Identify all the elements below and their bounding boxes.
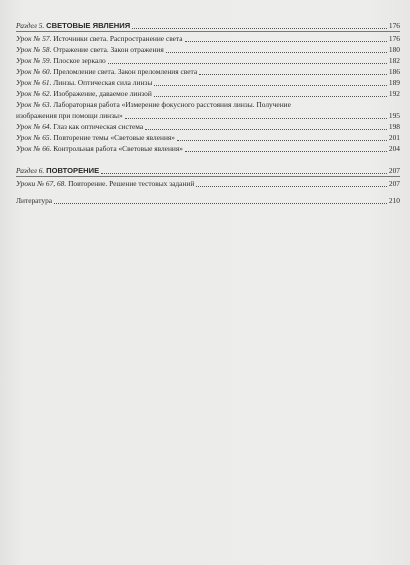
dot-leader bbox=[166, 52, 387, 53]
dot-leader bbox=[185, 41, 387, 42]
lesson-65-entry bbox=[16, 132, 400, 143]
page-number: 204 bbox=[388, 144, 400, 153]
lesson-title: Источники света. Распространение света bbox=[53, 34, 183, 43]
lesson-title: Отражение света. Закон отражения bbox=[53, 45, 164, 54]
lesson-prefix: Урок № 64. bbox=[16, 122, 52, 131]
section-divider bbox=[16, 176, 400, 177]
lesson-58-entry bbox=[16, 44, 400, 55]
lesson-60-entry bbox=[16, 66, 400, 77]
page-number: 195 bbox=[388, 111, 400, 120]
lesson-62-entry bbox=[16, 88, 400, 99]
lesson-57-entry bbox=[16, 33, 400, 44]
section-5-entry bbox=[16, 20, 400, 31]
page-number: 189 bbox=[388, 78, 400, 87]
page-number: 207 bbox=[388, 166, 400, 175]
lesson-prefix: Урок № 60. bbox=[16, 67, 52, 76]
dot-leader bbox=[145, 129, 387, 130]
section-prefix: Раздел 6. bbox=[16, 166, 45, 175]
lesson-title: Контрольная работа «Световые явления» bbox=[53, 144, 183, 153]
dot-leader bbox=[108, 63, 387, 64]
dot-leader bbox=[154, 96, 387, 97]
dot-leader bbox=[101, 173, 387, 174]
lesson-59-entry bbox=[16, 55, 400, 66]
page-number: 192 bbox=[388, 89, 400, 98]
dot-leader bbox=[177, 140, 387, 141]
dot-leader bbox=[54, 203, 387, 204]
dot-leader bbox=[199, 74, 387, 75]
page-number: 186 bbox=[388, 67, 400, 76]
dot-leader bbox=[196, 186, 387, 187]
lesson-prefix: Урок № 57. bbox=[16, 34, 52, 43]
lesson-title: Лабораторная работа «Измерение фокусного расстояния линзы. Получение bbox=[53, 100, 291, 109]
lesson-title: Плоское зеркало bbox=[53, 56, 106, 65]
page-number: 201 bbox=[388, 133, 400, 142]
page-number: 176 bbox=[388, 21, 400, 30]
lesson-title: Изображение, даваемое линзой bbox=[53, 89, 152, 98]
page-number: 180 bbox=[388, 45, 400, 54]
lesson-prefix: Урок № 59. bbox=[16, 56, 52, 65]
section-divider bbox=[16, 31, 400, 32]
lesson-prefix: Урок № 65. bbox=[16, 133, 52, 142]
lesson-64-entry bbox=[16, 121, 400, 132]
page-number: 198 bbox=[388, 122, 400, 131]
lesson-title: Повторение темы «Световые явления» bbox=[53, 133, 176, 142]
page-number: 207 bbox=[388, 179, 400, 188]
section-6-entry bbox=[16, 165, 400, 176]
table-of-contents bbox=[16, 20, 400, 206]
lesson-prefix: Урок № 61. bbox=[16, 78, 52, 87]
dot-leader bbox=[132, 28, 387, 29]
lesson-prefix: Урок № 58. bbox=[16, 45, 52, 54]
page-number: 182 bbox=[388, 56, 400, 65]
dot-leader bbox=[125, 118, 387, 119]
lesson-63-entry bbox=[16, 99, 400, 121]
page-number: 176 bbox=[388, 34, 400, 43]
lesson-66-entry bbox=[16, 143, 400, 154]
literature-title: Литература bbox=[16, 196, 53, 205]
lesson-67-68-entry bbox=[16, 178, 400, 189]
lesson-title: Глаз как оптическая система bbox=[53, 122, 144, 131]
page-number: 210 bbox=[388, 196, 400, 205]
lesson-title: Повторение. Решение тестовых заданий bbox=[68, 179, 195, 188]
section-title: СВЕТОВЫЕ ЯВЛЕНИЯ bbox=[46, 21, 131, 30]
lesson-prefix: Уроки № 67, 68. bbox=[16, 179, 67, 188]
section-prefix: Раздел 5. bbox=[16, 21, 45, 30]
literature-entry bbox=[16, 195, 400, 206]
section-title: ПОВТОРЕНИЕ bbox=[46, 166, 100, 175]
dot-leader bbox=[154, 85, 387, 86]
lesson-title-continuation: изображения при помощи линзы» bbox=[16, 111, 123, 120]
lesson-prefix: Урок № 62. bbox=[16, 89, 52, 98]
lesson-prefix: Урок № 66. bbox=[16, 144, 52, 153]
lesson-prefix: Урок № 63. bbox=[16, 100, 52, 109]
lesson-title: Линзы. Оптическая сила линзы bbox=[53, 78, 153, 87]
dot-leader bbox=[185, 151, 387, 152]
lesson-title: Преломление света. Закон преломления света bbox=[53, 67, 198, 76]
lesson-61-entry bbox=[16, 77, 400, 88]
